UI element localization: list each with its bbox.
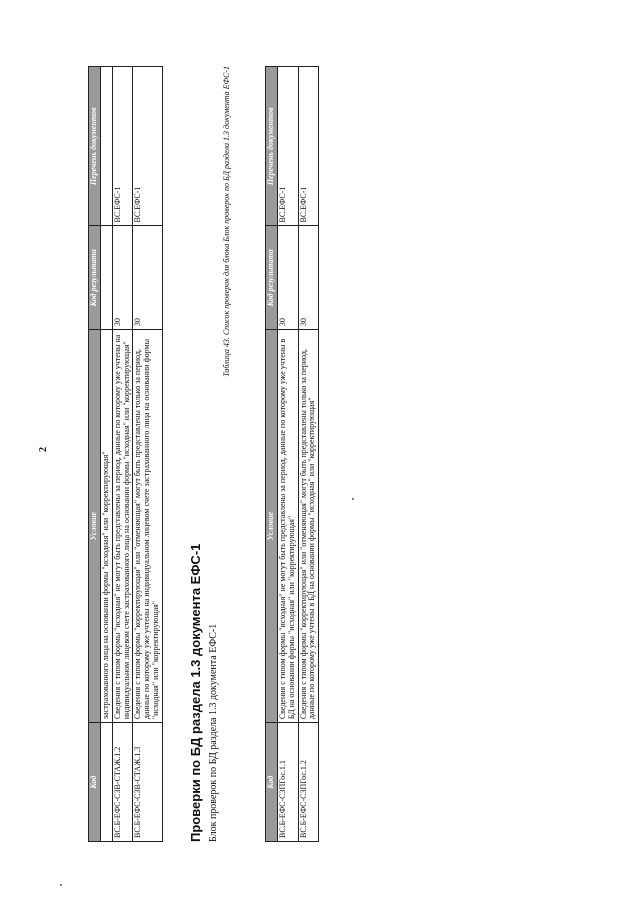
header-documents: Перечень документов: [266, 67, 278, 227]
cell-code: [101, 723, 113, 842]
checks-table-2: [265, 66, 319, 842]
cell-result: [101, 226, 113, 330]
header-condition: Условие: [89, 330, 101, 723]
scan-speck: [352, 498, 354, 500]
block-subheading: Блок проверок по БД раздела 1.3 документа ЕФС-1: [208, 623, 219, 842]
cell-documents: ВС.ЕФС-1: [112, 67, 133, 227]
cell-code: ВС.Б-ЕФС-СЗПГос.1.2: [298, 723, 319, 842]
scan-speck: [60, 884, 62, 886]
table-caption: Таблица 43. Список проверок для блока Блок проверок по БД раздела 1.3 документа ЕФС-1: [222, 66, 231, 377]
page-number: 2: [38, 447, 49, 452]
cell-condition: Сведения с типом формы "исходная" не могут быть представлены за период, данные по которому уже учтены на индивидуальном лицевом счете застрахованного лица на основании формы "исходная" или "корректирующая": [112, 330, 133, 723]
table-row: [101, 67, 113, 842]
cell-documents: [101, 67, 113, 227]
checks-table-1: [88, 66, 163, 842]
cell-result: 30: [278, 226, 299, 330]
cell-result: 30: [298, 226, 319, 330]
table-row: [298, 67, 319, 842]
cell-condition: Сведения с типом формы "корректирующая" или "отменяющая" могут быть представлены только за период, данные по которому уже учтены в БД на основании формы "исходная" или "корректирующая": [298, 330, 319, 723]
table-row: [112, 67, 133, 842]
header-code: Код: [266, 723, 278, 842]
header-documents: Перечень документов: [89, 67, 101, 227]
header-result: Код результата: [89, 226, 101, 330]
cell-result: 30: [133, 226, 162, 330]
table-row: [133, 67, 162, 842]
cell-code: ВС.Б-ЕФС-СЗПГос.1.1: [278, 723, 299, 842]
cell-condition: Сведения с типом формы "исходная" не могут быть представлены за период, данные по которому уже учтены в БД на основании формы "исходная" или "корректирующая": [278, 330, 299, 723]
table-row: [278, 67, 299, 842]
cell-documents: ВС.ЕФС-1: [278, 67, 299, 227]
header-code: Код: [89, 723, 101, 842]
cell-code: ВС.Б-ЕФС-СЗВ-СТАЖ.1.3: [133, 723, 162, 842]
header-result: Код результата: [266, 226, 278, 330]
cell-result: 30: [112, 226, 133, 330]
cell-condition: Сведения с типом формы "корректирующая" или "отменяющая" могут быть представлены только за период, данные по которому уже учтены на индивидуальном лицевом счете застрахованного лица на основании формы "исходная" или "корректирующая": [133, 330, 162, 723]
cell-code: ВС.Б-ЕФС-СЗВ-СТАЖ.1.2: [112, 723, 133, 842]
cell-documents: ВС.ЕФС-1: [133, 67, 162, 227]
cell-documents: ВС.ЕФС-1: [298, 67, 319, 227]
header-condition: Условие: [266, 330, 278, 723]
section-heading: Проверки по БД раздела 1.3 документа ЕФС-1: [188, 543, 203, 842]
cell-condition: застрахованного лица на основании формы "исходная" или "корректирующая": [101, 330, 113, 723]
rotated-page-content: [88, 62, 608, 842]
